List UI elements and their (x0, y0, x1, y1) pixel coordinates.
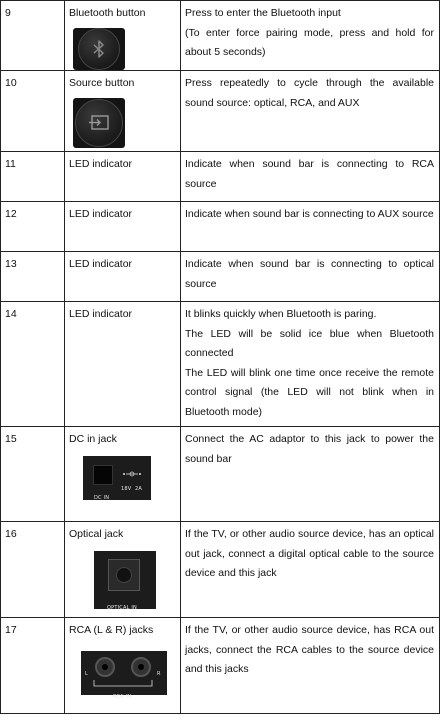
description-line: Connect the AC adaptor to this jack to power the sound bar (185, 433, 434, 465)
table-row (1, 71, 440, 152)
optical-socket (108, 559, 140, 591)
description-line: Press repeatedly to cycle through the available sound source: optical, RCA, and AUX (185, 77, 434, 109)
item-name: LED indicator (65, 202, 181, 252)
rca-right-socket (131, 657, 151, 677)
description-line: Press to enter the Bluetooth input (185, 7, 341, 19)
table-row (1, 302, 440, 427)
table-row (1, 202, 440, 252)
item-number: 17 (1, 618, 65, 714)
source-input-icon (88, 114, 110, 132)
rca-left-label: L (85, 670, 88, 677)
item-name: LED indicator (65, 252, 181, 302)
item-number: 11 (1, 152, 65, 202)
bluetooth-button-photo (69, 28, 177, 70)
table-row (1, 1, 440, 71)
item-name: RCA (L & R) jacks (69, 624, 154, 636)
item-name: Source button (69, 77, 135, 89)
item-name: DC in jack (69, 433, 117, 445)
dc-in-label: DC IN (94, 494, 110, 501)
optical-jack-photo (94, 551, 156, 609)
item-number: 9 (1, 1, 65, 71)
rca-jacks-photo (81, 651, 167, 700)
optical-in-label: OPTICAL IN (107, 604, 137, 611)
description-line: Indicate when sound bar is connecting to AUX source (185, 208, 434, 220)
dc-voltage-label: 18V (121, 485, 132, 492)
description-line: If the TV, or other audio source device, has RCA out jacks, connect the RCA cables to the source device and this jacks (185, 624, 434, 675)
description-line: Indicate when sound bar is connecting to optical source (185, 258, 434, 290)
table-row (1, 152, 440, 202)
table-row (1, 427, 440, 522)
table-row (1, 252, 440, 302)
dc-jack-socket (93, 465, 113, 485)
item-number: 15 (1, 427, 65, 522)
table-row (1, 522, 440, 618)
item-number: 13 (1, 252, 65, 302)
rca-in-label: RCA IN (113, 693, 132, 700)
dc-current-label: 2A (135, 485, 143, 492)
rca-left-socket (95, 657, 115, 677)
dc-in-jack-photo (83, 456, 151, 500)
item-name: Optical jack (69, 528, 124, 540)
bluetooth-icon (92, 39, 106, 59)
description-line: If the TV, or other audio source device, has an optical out jack, connect a digital optical cable to the source device and this jack (185, 528, 434, 579)
item-number: 10 (1, 71, 65, 152)
item-name: LED indicator (65, 302, 181, 427)
description-line: It blinks quickly when Bluetooth is paring. (185, 308, 377, 320)
item-number: 16 (1, 522, 65, 618)
item-number: 14 (1, 302, 65, 427)
source-button-photo (69, 98, 177, 148)
table-row (1, 618, 440, 714)
dc-polarity-icon (121, 470, 143, 478)
description-line: The LED will blink one time once receive the remote control signal (the LED will not blink when in Bluetooth mode) (185, 366, 434, 418)
description-line: Indicate when sound bar is connecting to RCA source (185, 158, 434, 190)
description-line: (To enter force pairing mode, press and hold for about 5 seconds) (185, 26, 434, 58)
rca-right-label: R (157, 670, 161, 677)
item-name: Bluetooth button (69, 7, 146, 19)
item-number: 12 (1, 202, 65, 252)
item-name: LED indicator (65, 152, 181, 202)
description-line: The LED will be solid ice blue when Bluetooth connected (185, 327, 434, 359)
